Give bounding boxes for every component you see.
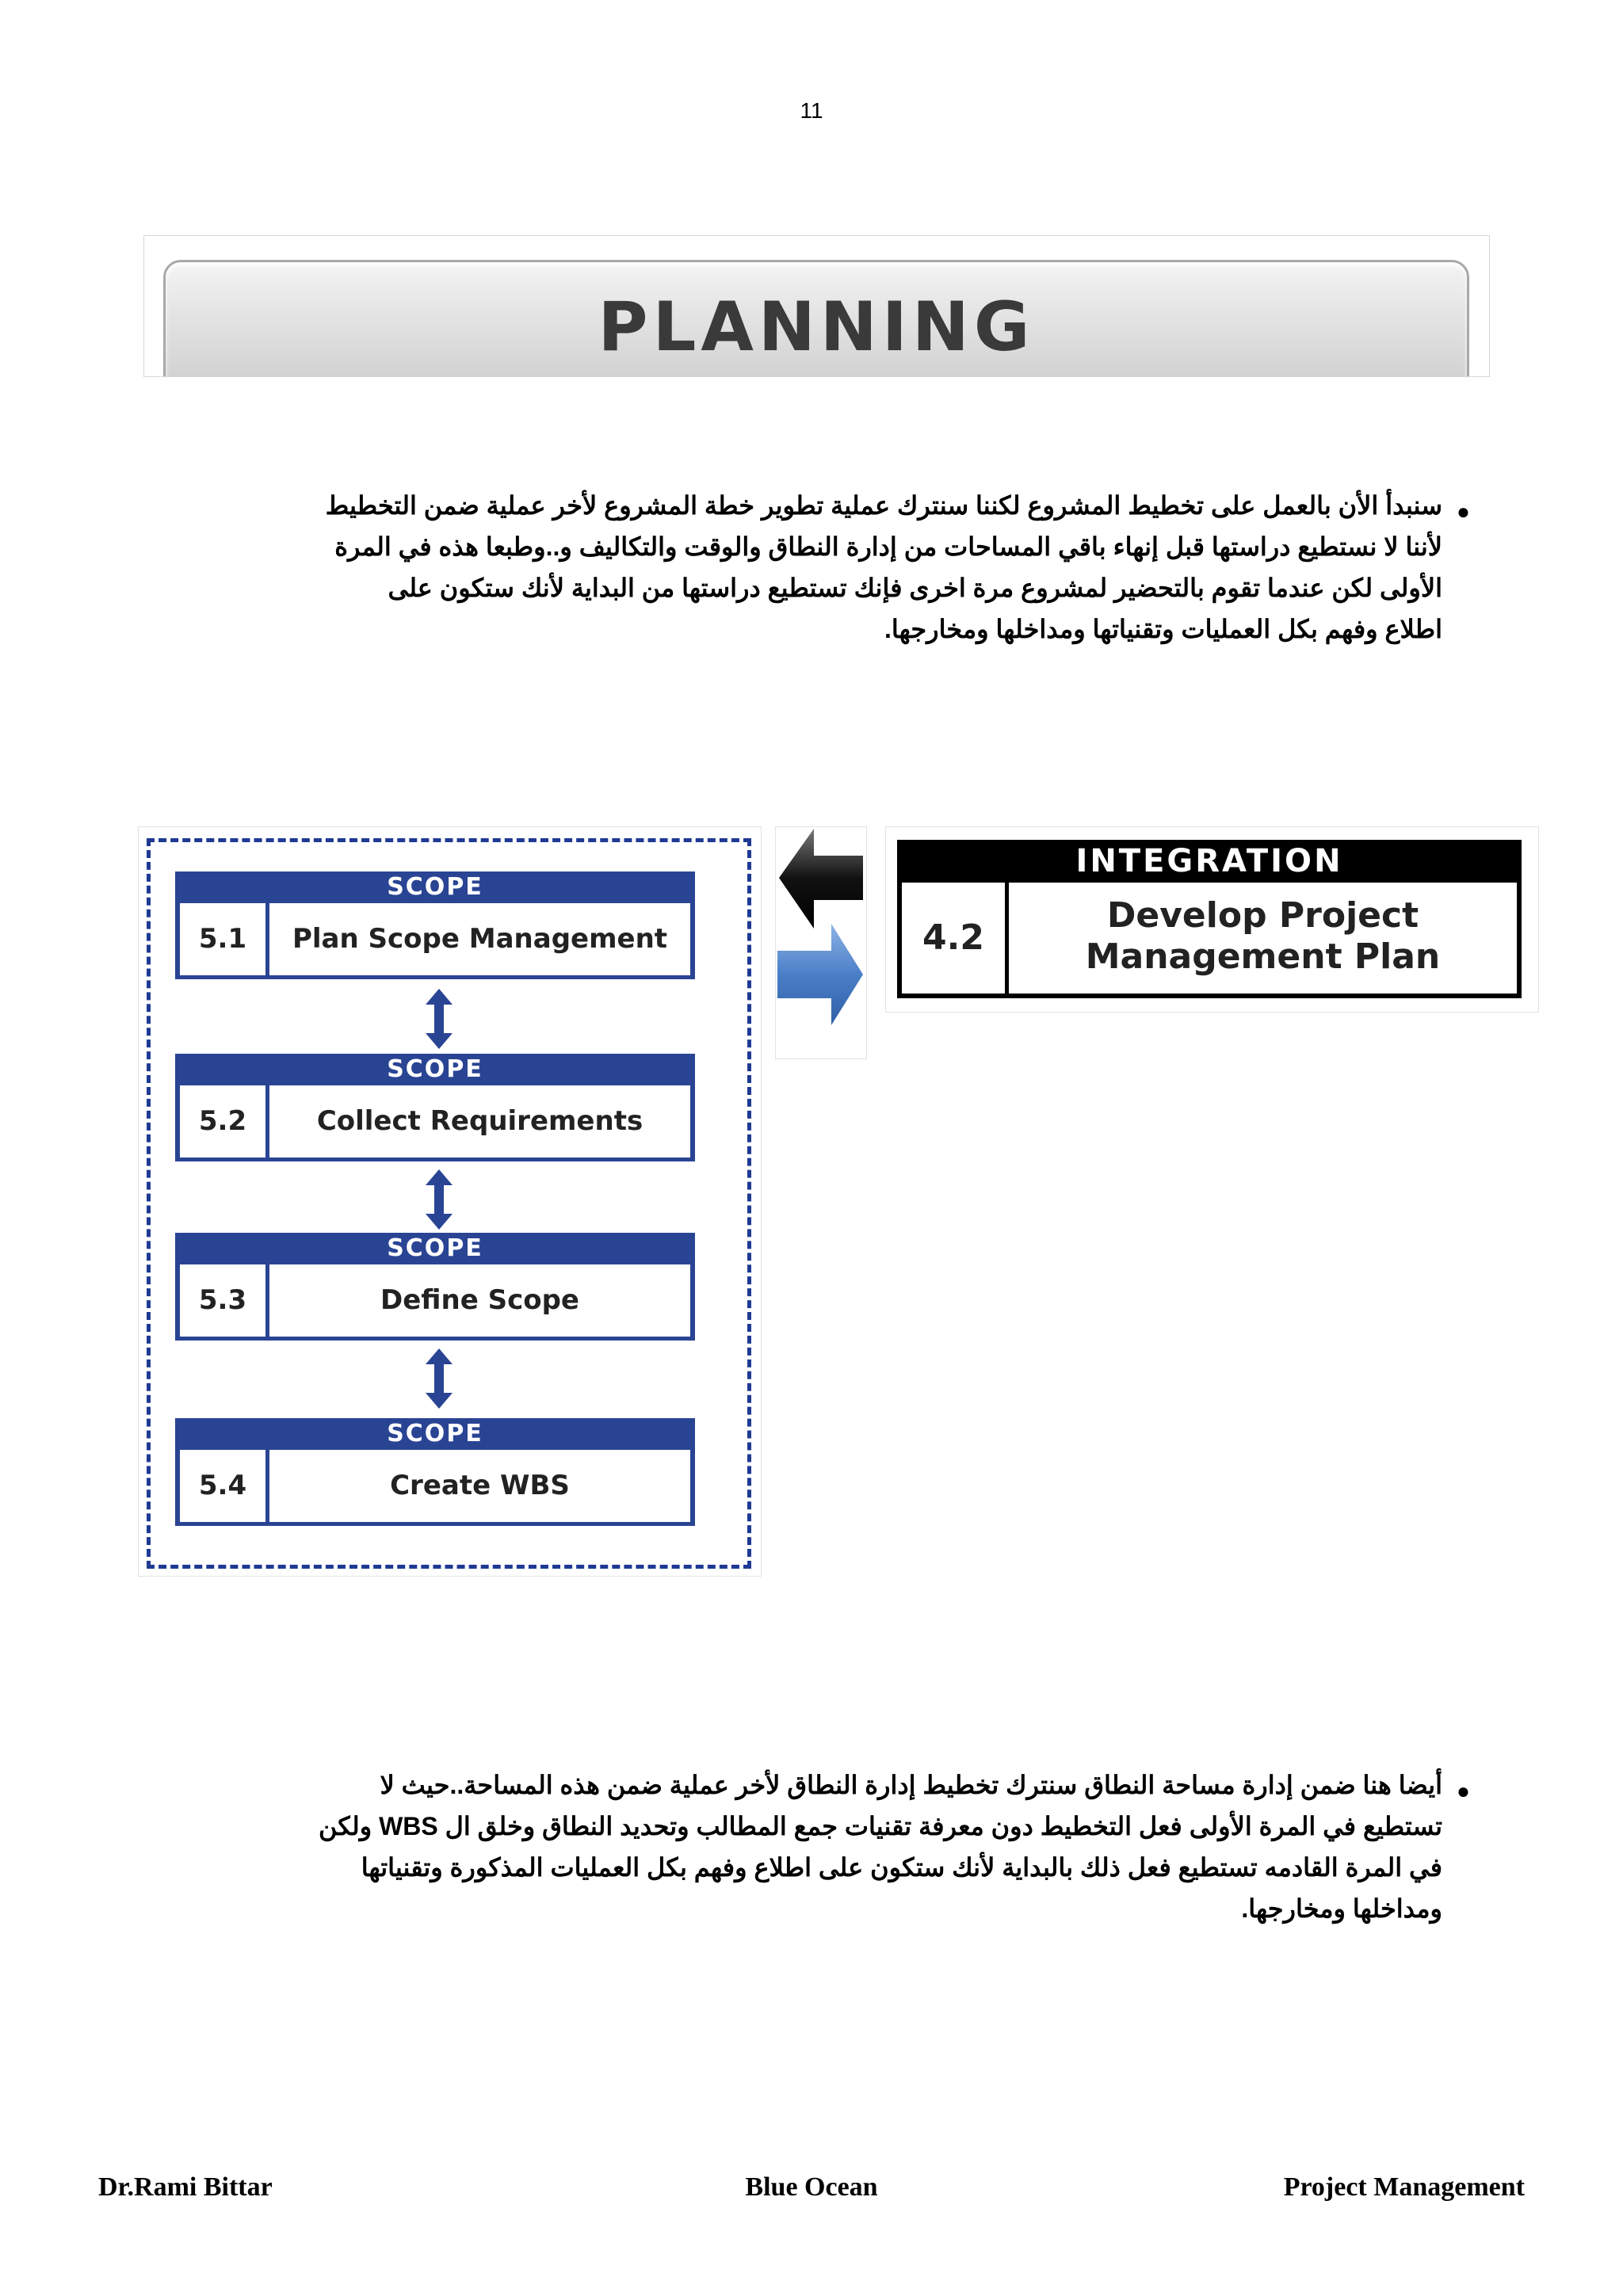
- footer-subject: Project Management: [1283, 2172, 1525, 2202]
- scope-process-box: [175, 1054, 695, 1163]
- paragraph-1: [117, 485, 1442, 650]
- process-number: 5.2: [180, 1085, 269, 1158]
- bullet-icon: ●: [1457, 499, 1470, 524]
- scope-area-header: SCOPE: [175, 871, 695, 903]
- scope-area-header: SCOPE: [175, 1054, 695, 1085]
- paragraph-line: ومداخلها ومخارجها.: [1241, 1894, 1442, 1923]
- planning-banner: [143, 235, 1490, 377]
- double-arrow-icon: [419, 1166, 459, 1233]
- paragraph-line: لأننا لا نستطيع دراستها قبل إنهاء باقي المساحات من إدارة النطاق والوقت والتكاليف و..وطبعا هذه في المرة: [334, 532, 1442, 561]
- integration-process-name: Develop Project Management Plan: [1085, 895, 1441, 977]
- double-arrow-icon: [419, 986, 459, 1052]
- paragraph-line: تستطيع في المرة الأولى فعل التخطيط دون معرفة تقنيات جمع المطالب وتحديد النطاق وخلق ال WBS ولكن: [318, 1812, 1442, 1840]
- scope-diagram: [138, 826, 762, 1577]
- left-arrow-icon: [776, 827, 866, 1058]
- paragraph-line: اطلاع وفهم بكل العمليات وتقنياتها ومداخلها ومخارجها.: [884, 615, 1442, 643]
- scope-area-header: SCOPE: [175, 1233, 695, 1264]
- double-arrow-icon: [419, 1345, 459, 1412]
- bullet-icon: ●: [1457, 1779, 1470, 1803]
- integration-box: [885, 826, 1539, 1013]
- process-name: Define Scope: [380, 1284, 579, 1316]
- paragraph-line: الأولى لكن عندما تقوم بالتحضير لمشروع مرة اخرى فإنك تستطيع دراستها من البداية لأنك ستكون على: [388, 574, 1442, 602]
- paragraph-line: أيضا هنا ضمن إدارة مساحة النطاق سنترك تخطيط إدارة النطاق لأخر عملية ضمن هذه المساحة..حيث لا: [380, 1771, 1442, 1799]
- process-number: 5.3: [180, 1264, 269, 1337]
- process-number: 5.1: [180, 903, 269, 975]
- planning-bar: [163, 260, 1469, 377]
- footer-author: Dr.Rami Bittar: [98, 2172, 273, 2202]
- scope-process-box: [175, 871, 695, 981]
- integration-header: INTEGRATION: [897, 840, 1522, 883]
- planning-title: PLANNING: [598, 288, 1035, 367]
- flow-arrows: [775, 826, 867, 1059]
- scope-process-box: [175, 1418, 695, 1527]
- scope-process-box: [175, 1233, 695, 1342]
- paragraph-line: سنبدأ الأن بالعمل على تخطيط المشروع لكننا سنترك عملية تطوير خطة المشروع لأخر عملية ضمن التخطيط: [325, 491, 1442, 520]
- process-name: Plan Scope Management: [292, 923, 668, 955]
- paragraph-2: [117, 1764, 1442, 1929]
- process-name: Create WBS: [390, 1470, 570, 1501]
- paragraph-line: في المرة القادمه تستطيع فعل ذلك بالبداية لأنك ستكون على اطلاع وفهم بكل العمليات المذكورة وتقنياتها: [361, 1853, 1442, 1882]
- process-name: Collect Requirements: [316, 1105, 643, 1137]
- page-number: 11: [800, 98, 823, 123]
- process-number: 5.4: [180, 1450, 269, 1522]
- integration-number: 4.2: [902, 883, 1009, 994]
- scope-area-header: SCOPE: [175, 1418, 695, 1450]
- footer-brand: Blue Ocean: [745, 2172, 878, 2202]
